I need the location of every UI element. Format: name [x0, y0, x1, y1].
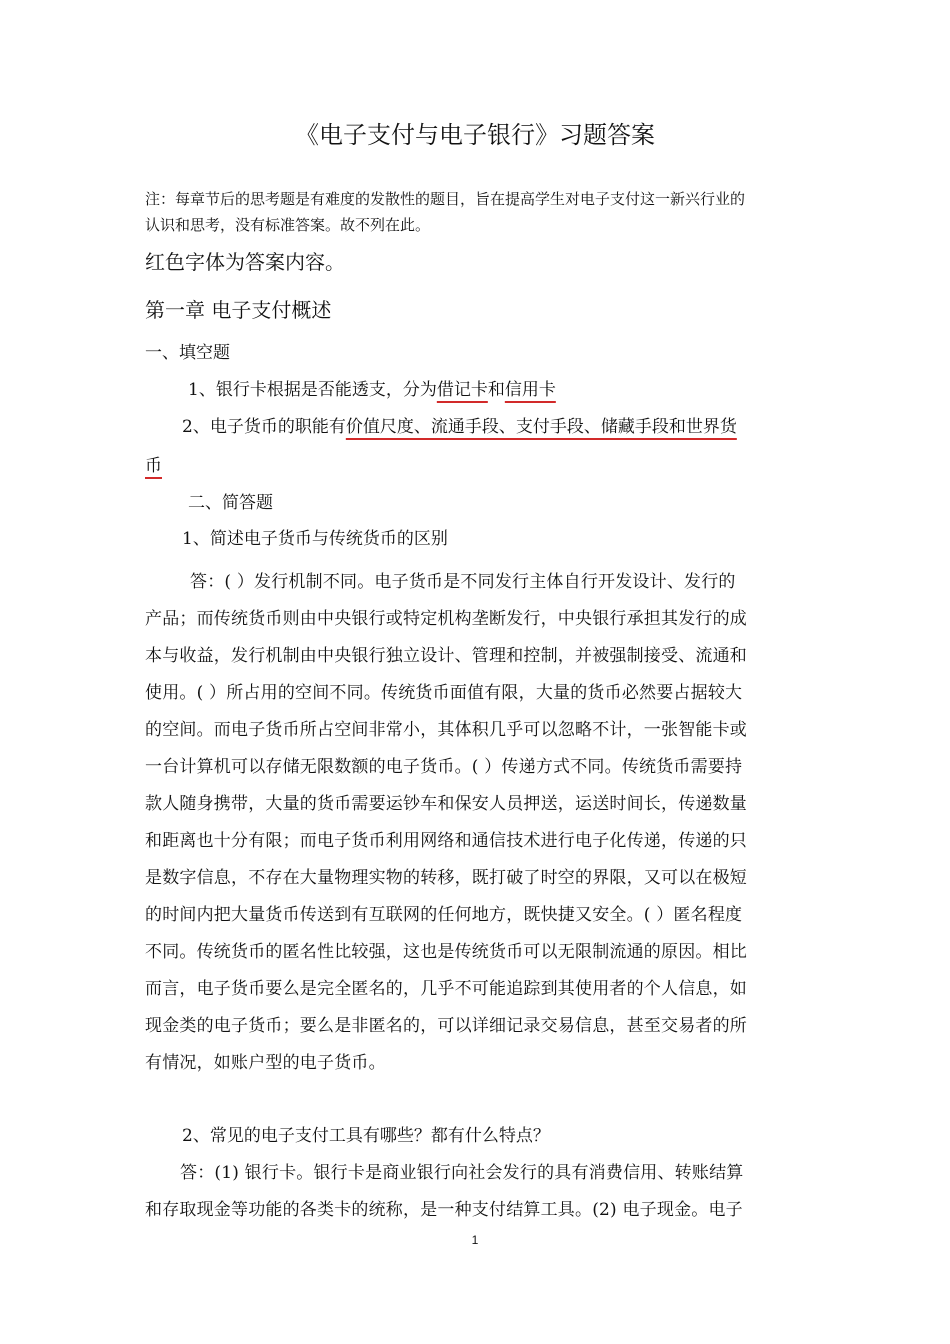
answer-2-line: 答：(1) 银行卡。银行卡是商业银行向社会发行的具有消费信用、转账结算	[180, 1163, 744, 1183]
answer-1-line: 和距离也十分有限；而电子货币利用网络和通信技术进行电子化传递，传递的只	[145, 831, 747, 851]
question-1-prefix: 1、银行卡根据是否能透支，分为	[188, 380, 437, 400]
answer-credit-card: 信用卡	[504, 380, 556, 400]
answer-money-functions-cont: 币	[145, 456, 162, 476]
answer-1-line: 本与收益，发行机制由中央银行独立设计、管理和控制，并被强制接受、流通和	[145, 646, 747, 666]
answer-1-line: 而言，电子货币要么是完全匿名的，几乎不可能追踪到其使用者的个人信息，如	[145, 979, 747, 999]
answer-1-line: 有情况，如账户型的电子货币。	[145, 1053, 386, 1073]
note-line-2: 认识和思考，没有标准答案。故不列在此。	[145, 216, 431, 234]
short-question-1: 1、简述电子货币与传统货币的区别	[182, 529, 448, 549]
answer-1-line: 使用。( ）所占用的空间不同。传统货币面值有限，大量的货币必然要占据较大	[145, 683, 743, 703]
question-1-mid: 和	[487, 380, 505, 400]
answer-1-line: 的时间内把大量货币传送到有互联网的任何地方，既快捷又安全。( ）匿名程度	[145, 905, 743, 925]
answer-2-line: 和存取现金等功能的各类卡的统称，是一种支付结算工具。(2) 电子现金。电子	[145, 1200, 743, 1220]
answer-debit-card: 借记卡	[436, 380, 488, 400]
answer-1-line: 的空间。而电子货币所占空间非常小，其体积几乎可以忽略不计，一张智能卡或	[145, 720, 747, 740]
page-number: 1	[471, 1233, 479, 1247]
answer-1-line: 款人随身携带，大量的货币需要运钞车和保安人员押送，运送时间长，传递数量	[145, 794, 747, 814]
question-1	[188, 376, 556, 404]
note-line-1: 注：每章节后的思考题是有难度的发散性的题目，旨在提高学生对电子支付这一新兴行业的	[145, 190, 746, 208]
question-2-line-1	[182, 413, 737, 441]
document-title: 《电子支付与电子银行》习题答案	[295, 121, 655, 149]
answer-1-line: 现金类的电子货币；要么是非匿名的，可以详细记录交易信息，甚至交易者的所	[145, 1016, 747, 1036]
answer-1-line: 产品；而传统货币则由中央银行或特定机构垄断发行，中央银行承担其发行的成	[145, 609, 747, 629]
answer-1-line: 一台计算机可以存储无限数额的电子货币。( ）传递方式不同。传统货币需要持	[145, 757, 743, 777]
chapter-heading: 第一章 电子支付概述	[145, 298, 332, 322]
answer-1-line: 答：( ）发行机制不同。电子货币是不同发行主体自行开发设计、发行的	[190, 572, 736, 592]
question-2-line-2	[145, 452, 162, 480]
answer-money-functions: 价值尺度、流通手段、支付手段、储藏手段和世界货	[345, 417, 737, 437]
section-fill-in-heading: 一、填空题	[145, 343, 230, 363]
section-short-answer-heading: 二、简答题	[188, 493, 273, 513]
answer-1-line: 不同。传统货币的匿名性比较强，这也是传统货币可以无限制流通的原因。相比	[145, 942, 747, 962]
question-2-prefix: 2、电子货币的职能有	[182, 417, 346, 437]
answer-color-note: 红色字体为答案内容。	[145, 250, 345, 274]
short-question-2: 2、常见的电子支付工具有哪些？都有什么特点？	[182, 1126, 550, 1146]
answer-1-line: 是数字信息，不存在大量物理实物的转移，既打破了时空的界限，又可以在极短	[145, 868, 747, 888]
